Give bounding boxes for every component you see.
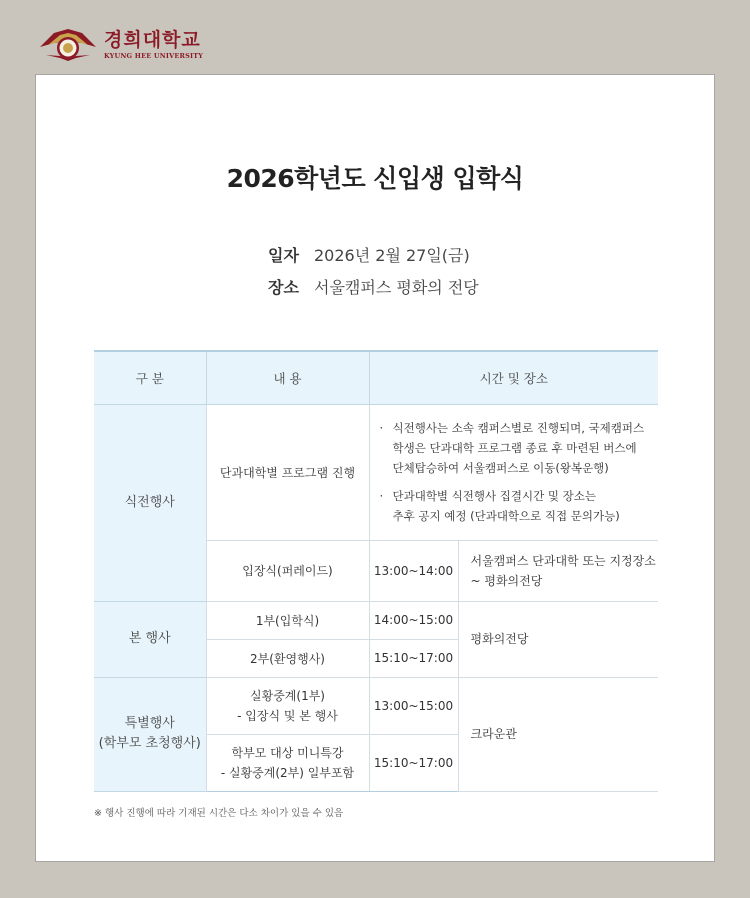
part2-time: 15:10~17:00 xyxy=(369,639,458,677)
university-emblem-icon xyxy=(38,25,98,63)
event-info xyxy=(268,243,479,307)
logo-english-name: KYUNG HEE UNIVERSITY xyxy=(104,51,204,60)
header-time-place: 시간 및 장소 xyxy=(369,351,658,404)
schedule-table xyxy=(94,350,658,792)
parade-cell: 입장식(퍼레이드) xyxy=(206,540,369,601)
place-value: 서울캠퍼스 평화의 전당 xyxy=(314,278,479,297)
table-row xyxy=(94,404,658,540)
program-cell: 단과대학별 프로그램 진행 xyxy=(206,404,369,540)
pre-event-notes xyxy=(369,404,658,540)
category-special-event xyxy=(94,677,206,791)
list-item xyxy=(380,418,651,478)
logo-korean-name: 경희대학교 xyxy=(104,28,201,51)
main-event-place: 평화의전당 xyxy=(458,601,658,677)
page-title: 2026학년도 신입생 입학식 xyxy=(226,164,524,193)
special-item-1-time: 13:00~15:00 xyxy=(369,677,458,734)
list-item xyxy=(380,486,651,526)
special-category-line: 특별행사 xyxy=(124,716,175,731)
special-item-1 xyxy=(206,677,369,734)
special-event-place: 크라운관 xyxy=(458,677,658,791)
note-line: 단체탑승하여 서울캠퍼스로 이동(왕복운행) xyxy=(392,461,609,475)
category-pre-event: 식전행사 xyxy=(94,404,206,601)
parade-time: 13:00~14:00 xyxy=(369,540,458,601)
notice-card xyxy=(35,74,715,862)
date-row xyxy=(268,243,479,275)
part1-time: 14:00~15:00 xyxy=(369,601,458,639)
table-row xyxy=(94,601,658,639)
special-item-detail: - 실황중계(2부) 일부포함 xyxy=(220,765,355,780)
part2-cell: 2부(환영행사) xyxy=(206,639,369,677)
date-value: 2026년 2월 27일(금) xyxy=(314,246,470,265)
special-item-detail: - 입장식 및 본 행사 xyxy=(237,708,338,723)
part1-cell: 1부(입학식) xyxy=(206,601,369,639)
special-item-title: 실황중계(1부) xyxy=(250,688,325,703)
place-label: 장소 xyxy=(268,278,299,297)
university-logo[interactable] xyxy=(38,24,203,64)
header-content: 내 용 xyxy=(206,351,369,404)
date-label: 일자 xyxy=(268,246,299,265)
special-item-2 xyxy=(206,734,369,791)
parade-place-line: ~ 평화의전당 xyxy=(470,573,543,588)
footnote: ※ 행사 진행에 따라 기재된 시간은 다소 차이가 있을 수 있음 xyxy=(94,808,344,819)
parade-place xyxy=(458,540,658,601)
special-item-title: 학부모 대상 미니특강 xyxy=(231,745,344,760)
special-category-sub: (학부모 초청행사) xyxy=(98,736,201,751)
bullet-mark: · xyxy=(379,421,384,435)
table-row xyxy=(94,677,658,734)
bullet-mark: · xyxy=(379,489,384,503)
header-category: 구 분 xyxy=(94,351,206,404)
parade-place-line: 서울캠퍼스 단과대학 또는 지정장소 xyxy=(470,553,656,568)
place-row xyxy=(268,275,479,307)
note-line: 단과대학별 식전행사 집결시간 및 장소는 xyxy=(392,489,596,503)
category-main-event: 본 행사 xyxy=(94,601,206,677)
note-line: 식전행사는 소속 캠퍼스별로 진행되며, 국제캠퍼스 xyxy=(392,421,645,435)
note-line: 추후 공지 예정 (단과대학으로 직접 문의가능) xyxy=(392,509,620,523)
special-item-2-time: 15:10~17:00 xyxy=(369,734,458,791)
table-header-row xyxy=(94,351,658,404)
note-line: 학생은 단과대학 프로그램 종료 후 마련된 버스에 xyxy=(392,441,637,455)
